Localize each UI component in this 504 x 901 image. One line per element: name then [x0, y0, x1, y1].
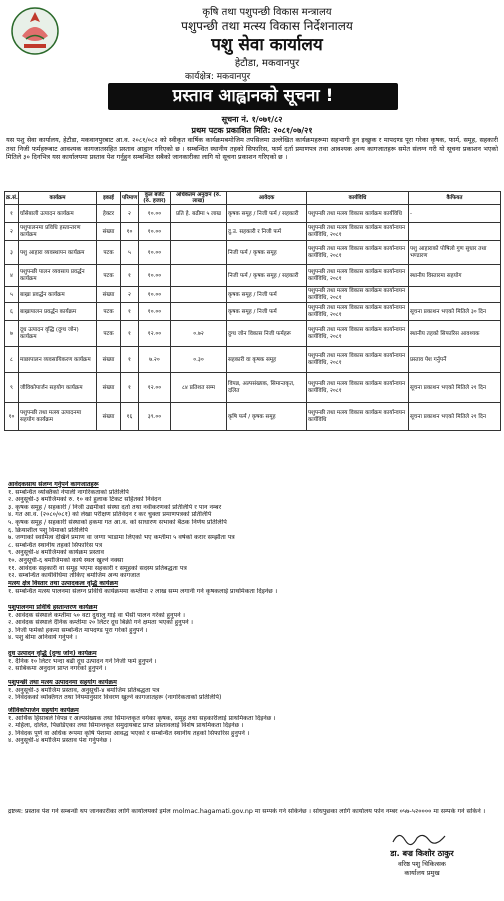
requirement-section [8, 679, 498, 702]
table-cell: पशुपन्छी तथा मत्स्य विकास कार्यक्रम कार्यान्वयन कार्यविधि, २०८१ [307, 223, 409, 241]
table-row [5, 241, 501, 265]
table-cell: ६ [5, 303, 19, 321]
requirement-section [8, 481, 498, 580]
table-cell: पटक [97, 321, 121, 347]
table-cell: १ [5, 205, 19, 223]
table-cell: पशुपन्छी तथा मत्स्य विकास कार्यक्रम कार्यान्वयन कार्यविधि, २०८१ [307, 373, 409, 403]
requirement-section [8, 707, 498, 745]
table-cell: बाख्रा प्रवर्द्धन कार्यक्रम [19, 287, 97, 303]
table-cell: प्रस्ताव पेश गर्नुपर्ने [409, 347, 501, 373]
field-office: कार्यक्षेत्र: मकवानपुर [185, 72, 251, 82]
signatory-designation: वरिष्ठ पशु चिकित्सक [398, 860, 446, 868]
section-line: २. साबिकमा अनुदान प्राप्त नगरेको हुनुपर्ने । [8, 665, 107, 673]
table-cell: १०.०० [139, 265, 171, 287]
table-cell: जीविकोपार्जन सहयोग कार्यक्रम [19, 373, 97, 403]
table-cell: पटक [97, 241, 121, 265]
table-row [5, 223, 501, 241]
table-cell: दूध उत्पादन वृद्धि (दुग्ध जोन) कार्यक्रम [19, 321, 97, 347]
section-line: १. दैनिक १० लिटर भन्दा बढी दूध उत्पादन गर्ने निजी फर्म हुनुपर्ने । [8, 657, 157, 665]
table-cell: पशुपन्छी तथा मत्स्य विकास कार्यक्रम कार्यान्वयन कार्यविधि, २०८१ [307, 321, 409, 347]
table-cell [409, 287, 501, 303]
table-cell: १०.०० [139, 303, 171, 321]
department-name: पशुपन्छी तथा मत्स्य विकास निर्देशनालय [181, 19, 353, 33]
table-header-cell: आवेदक [227, 192, 307, 205]
table-cell: पशुपन्छी तथा मत्स्य विकास कार्यक्रम कार्यान्वयन कार्यविधि, २०८१ [307, 287, 409, 303]
section-line: १. सम्बन्धित मत्स्य पालनमा संलग्न प्रविधि कार्यक्रममा कम्तीमा २ लाख सम्म लगानी गर्ने कृषकलाई प्राथमिकता दिइनेछ । [8, 587, 278, 595]
table-cell [409, 223, 501, 241]
table-cell: ३ [5, 241, 19, 265]
table-row [5, 287, 501, 303]
table-cell: ५ [121, 241, 139, 265]
table-cell [171, 403, 227, 431]
table-row [5, 265, 501, 287]
table-cell [171, 241, 227, 265]
table-cell: ०.७२ [171, 321, 227, 347]
table-row [5, 321, 501, 347]
table-cell: पटक [97, 265, 121, 287]
section-line: ४. अनुसूची-४ बमोजिम प्रस्ताव पेश गर्नुपर्नेछ । [8, 737, 112, 745]
table-cell: १६ [121, 403, 139, 431]
table-header-cell: कुल बजेट (रु. हजार) [139, 192, 171, 205]
table-cell: संख्या [97, 287, 121, 303]
table-cell: निजी फर्म / कृषक समूह / सहकारी [227, 265, 307, 287]
table-cell: प्रति हे. बढीमा ५ लाख [171, 205, 227, 223]
section-line: ६. क्रियाशील पशु विमाको प्रतिलिपि [8, 526, 88, 534]
table-cell: २ [121, 205, 139, 223]
section-heading: मत्स्य क्षेत्र विस्तार तथा उत्पादकत्व वृद्धि कार्यक्रम [8, 580, 119, 587]
office-name: पशु सेवा कार्यालय [211, 35, 323, 55]
table-cell: सूचना प्रकाशन भएको मितिले २१ दिन [409, 403, 501, 431]
section-line: ९. अनुसूची-४ बमोजिमको कार्यक्रम प्रस्ताव [8, 549, 105, 557]
table-cell: सूचना प्रकाशन भएको मितिले ३० दिन [409, 303, 501, 321]
table-cell: स्थानीय तहको सिफारिस आवश्यक [409, 321, 501, 347]
table-header-cell: इकाई [97, 192, 121, 205]
table-cell: बाख्रापालन प्रवर्द्धन कार्यक्रम [19, 303, 97, 321]
table-cell: संख्या [97, 223, 121, 241]
section-line: १. आर्थिक हिसाबले विपन्न र अल्पसंख्यक तथा सिमान्तकृत वर्गका कृषक, समूह तथा सहकारीलाई प्राथमिकता दिइनेछ । [8, 714, 276, 722]
table-cell: १०.०० [139, 241, 171, 265]
section-line: ७. जग्गाको स्वामित्व देखिने प्रमाण वा जग्गा भाडामा लिएको भए कम्तीमा ५ वर्षको करार सम्झौता पत्र [8, 534, 235, 542]
table-cell: कृषक समूह / निजी फर्म [227, 287, 307, 303]
table-cell: पशुपन्छी तथा मत्स्य विकास कार्यक्रम कार्यान्वयन कार्यविधि, २०८१ [307, 303, 409, 321]
table-cell: पशु आहारा व्यवस्थापन कार्यक्रम [19, 241, 97, 265]
table-cell: १०.०० [139, 287, 171, 303]
table-cell: १ [121, 321, 139, 347]
table-cell: १ [121, 303, 139, 321]
table-cell: कृषक समूह / निजी फर्म / सहकारी [227, 205, 307, 223]
section-line: २. निवेदकको व्यक्तिगत तथा नियमानुसार विवरण खुल्ने कागजातहरू (नागरिकताको प्रतिलिपि) [8, 694, 222, 702]
table-header-row [5, 192, 501, 205]
section-line: १२. सम्बन्धित कार्यविधिमा तोकिए बमोजिम अन्य कागजात [8, 572, 140, 580]
section-line: ५. कृषक समूह / सहकारी संस्थाको हकमा गत आ.व. को साधारण सभाको बैठक निर्णय प्रतिलिपि [8, 518, 227, 526]
table-cell: १०.०० [139, 223, 171, 241]
table-cell: १ [121, 373, 139, 403]
table-cell: पशुपन्छी तथा मत्स्य उत्पादनमा सहयोग कार्यक्रम [19, 403, 97, 431]
table-cell: १ [121, 347, 139, 373]
table-cell: पशुपन्छी तथा मत्स्य विकास कार्यक्रम कार्यान्वयन कार्यविधि, २०८१ [307, 241, 409, 265]
notice-number: सूचना नं. १/०७१/८२ [221, 115, 283, 124]
table-cell: ७ [5, 321, 19, 347]
table-cell: ८ [5, 347, 19, 373]
table-cell: कृषि फर्म / कृषक समूह [227, 403, 307, 431]
section-line: ४. गत आ.व. (२०८०/०८१) को लेखा परीक्षण प्रतिवेदन र कर चुक्ता प्रमाणपत्रको प्रतिलिपि [8, 511, 212, 519]
nepal-emblem-icon [10, 6, 60, 56]
section-line: १. सम्बन्धित व्यक्तिको नेपाली नागरिकताको प्रतिलिपि [8, 488, 129, 496]
table-cell [171, 265, 227, 287]
table-cell: पशुपन्छी तथा मत्स्य विकास कार्यक्रम कार्यान्वयन कार्यविधि, २०८१ [307, 265, 409, 287]
table-cell: १२.०० [139, 373, 171, 403]
section-line: २. आवेदक संस्थाले दैनिक कम्तीमा २० लिटर दूध बिक्री गर्ने क्षमता भएको हुनुपर्ने । [8, 619, 194, 627]
table-cell: पटक [97, 303, 121, 321]
section-line: ३. कृषक समूह / सहकारी / निजी उद्यमीको संस्था दर्ता तथा नवीकरणको प्रतिलिपि र पान नम्बर [8, 503, 222, 511]
table-cell: कृषक समूह / निजी फर्म [227, 303, 307, 321]
table-cell: पशुपन्छी तथा मत्स्य विकास कार्यक्रम कार्यविधि [307, 205, 409, 223]
table-cell: हेक्टर [97, 205, 121, 223]
section-line: ११. आवेदक सहकारी वा समूह भएमा सहकारी र समूहको सदस्य प्रतिबद्धता पत्र [8, 564, 187, 572]
table-cell: निजी फर्म / कृषक समूह [227, 241, 307, 265]
table-header-cell: अधिकतम अनुदान (रु. लाख) [171, 192, 227, 205]
table-row [5, 347, 501, 373]
table-cell: २ [121, 287, 139, 303]
table-header-cell: कैफियत [409, 192, 501, 205]
table-cell: ५ [5, 287, 19, 303]
table-cell: ७.२० [139, 347, 171, 373]
table-cell: सूचना प्रकाशन भएको मितिले २१ दिन [409, 373, 501, 403]
table-cell: - [409, 205, 501, 223]
signatory-name: डा. बज्र किशोर ठाकुर [390, 849, 454, 858]
section-line: १. अनुसूची-३ बमोजिम प्रस्ताव, अनुसूची-४ बमोजिम प्रतिबद्धता पत्र [8, 686, 160, 694]
section-line: ३. निवेदक पूर्ण वा अधिक रूपमा कृषि पेशामा आवद्ध भएको र सम्बन्धित स्थानीय तहको सिफारिस हुनुपर्ने । [8, 729, 250, 737]
table-cell: १० [121, 223, 139, 241]
table-row [5, 403, 501, 431]
table-row [5, 373, 501, 403]
table-cell: विपन्न, अल्पसंख्यक, सिमान्तकृत, दलित [227, 373, 307, 403]
table-cell: १०.०० [139, 205, 171, 223]
table-cell: ९ [5, 373, 19, 403]
table-cell: पशुपन्छी तथा मत्स्य विकास कार्यक्रम कार्यान्वयन कार्यविधि [307, 403, 409, 431]
table-cell: घाँसेबाली उत्पादन कार्यक्रम [19, 205, 97, 223]
section-line: ८. सम्बन्धित स्थानीय तहको सिफारिस पत्र [8, 541, 103, 549]
requirement-section [8, 650, 498, 673]
section-heading: आवेदकसाथ संलग्न गर्नुपर्ने कागजातहरू [8, 481, 99, 488]
table-row [5, 303, 501, 321]
table-cell [171, 287, 227, 303]
table-header-cell: क्र.सं. [5, 192, 19, 205]
table-cell: संख्या [97, 347, 121, 373]
section-line: ३. निजी फर्मको हकमा सम्बन्धित मापदण्ड पूरा गरेको हुनुपर्ने । [8, 626, 148, 634]
table-cell: ८४ प्रतिशत सम्म [171, 373, 227, 403]
table-cell: पशु आहाराको पोषिलो गुण सुधार तथा भण्डारण [409, 241, 501, 265]
table-cell: दुग्ध जोन विकास निजी फर्महरू [227, 321, 307, 347]
section-line: ४. पशु बीमा अनिवार्य गर्नुपर्ने । [8, 634, 77, 642]
table-cell: संख्या [97, 373, 121, 403]
signatory-role: कार्यालय प्रमुख [404, 869, 440, 877]
table-header-cell: कार्यक्रम [19, 192, 97, 205]
requirement-section [8, 604, 498, 642]
intro-paragraph: यस पशु सेवा कार्यालय, हेटौडा, मकवानपुरबाट आ.व. २०८१/०८२ को स्वीकृत वार्षिक कार्यक्रमबमोजिम तपसिलमा उल्लेखित कार्यक्रमहरूमा सहभागी हुन इच्छुक र मापदण्ड पूरा गरेका कृषक, फार्म, समूह, सहकारी तथा निजी फर्महरूबाट आवश्यक कागजातसहित प्रस्ताव आह्वान गरिएको छ । सम्बन्धित स्थानीय तहको सिफारिस, फार्म दर्ता प्रमाणपत्र तथा आवश्यक अन्य कागजातहरू समेत संलग्न गरी यो सूचना प्रकाशन भएको मितिले ३० दिनभित्र यस कार्यालयमा प्रस्ताव पेश गर्नुहुन सम्बन्धित सबैको जानकारीका लागि यो सूचना प्रकाशन गरिएको छ । [6, 136, 498, 162]
table-row [5, 205, 501, 223]
table-cell: पशुपन्छी पालन व्यवसाय प्रवर्द्धन कार्यक्रम [19, 265, 97, 287]
section-line: १०. अनुसूची-६ बमोजिमको कार्य स्थल खुल्ने नक्सा [8, 556, 124, 564]
section-heading: पशुपन्छी तथा मत्स्य उत्पादनमा सहयोग कार्यक्रम [8, 679, 117, 686]
signature-scribble-icon [389, 828, 449, 848]
section-line: १. आवेदक संस्थाले कम्तीमा ५० वटा दुधालु गाई वा भैंसी पालन गरेको हुनुपर्ने । [8, 611, 185, 619]
footer-note-text: द्रष्टव्य: प्रस्ताव पेश गर्ने सम्बन्धी थप जानकारीका लागि कार्यालयको इमेल molmac.hagamati.gov.np मा सम्पर्क गर्न सकिनेछ । सोधपुछका लागि कार्यालय फोन नम्बर ०५७-५२०००० मा सम्पर्क गर्न सकिने । [8, 808, 486, 815]
table-cell: १० [5, 403, 19, 431]
table-header-cell: कार्यविधि [307, 192, 409, 205]
table-cell: ३९.०० [139, 403, 171, 431]
table-cell [171, 303, 227, 321]
published-date: प्रथम पटक प्रकाशित मिति: २०८१/०७/२१ [191, 126, 313, 135]
program-table [4, 191, 501, 431]
table-cell [171, 223, 227, 241]
table-cell: माछापालन व्यवसायिकरण कार्यक्रम [19, 347, 97, 373]
requirement-section [8, 580, 498, 595]
table-body [5, 205, 501, 431]
section-heading: पशुपालनमा प्रविधि हस्तान्तरण कार्यक्रम [8, 604, 98, 611]
table-cell: ४ [5, 265, 19, 287]
table-cell: ०.३० [171, 347, 227, 373]
office-location: हेटौडा, मकवानपुर [234, 58, 300, 69]
section-line: २. अनुसूची-३ बमोजिमको रु. १० को हुलाक टिकट सहितको निवेदन [8, 496, 161, 504]
table-cell: २ [5, 223, 19, 241]
table-cell: स्थानीय विस्तारमा सहयोग [409, 265, 501, 287]
footer-note [8, 808, 498, 816]
section-heading: जीविकोपार्जन सहयोग कार्यक्रम [8, 707, 79, 714]
table-cell: सहकारी वा कृषक समूह [227, 347, 307, 373]
table-header-cell: परिमाण [121, 192, 139, 205]
table-cell: संख्या [97, 403, 121, 431]
section-heading: दुध उत्पादन वृद्धि (दुग्ध जोन) कार्यक्रम [8, 650, 97, 657]
table-cell: दु.उ. सहकारी र निजी फर्म [227, 223, 307, 241]
ministry-name: कृषि तथा पशुपन्छी विकास मन्त्रालय [202, 7, 332, 18]
table-cell: पशुपालनमा प्रविधि हस्तान्तरण कार्यक्रम [19, 223, 97, 241]
table-cell: १ [121, 265, 139, 287]
signature-block [352, 848, 492, 877]
table-cell: १२.०० [139, 321, 171, 347]
section-line: २. महिला, दलित, पिछडिएका तथा सिमान्तकृत समुदायबाट प्राप्त प्रस्तावलाई विशेष प्राथमिकता दिइनेछ । [8, 722, 244, 730]
table-cell: पशुपन्छी तथा मत्स्य विकास कार्यक्रम कार्यान्वयन कार्यविधि, २०८१ [307, 347, 409, 373]
notice-title: प्रस्ताव आह्वानको सूचना ! [108, 83, 398, 110]
